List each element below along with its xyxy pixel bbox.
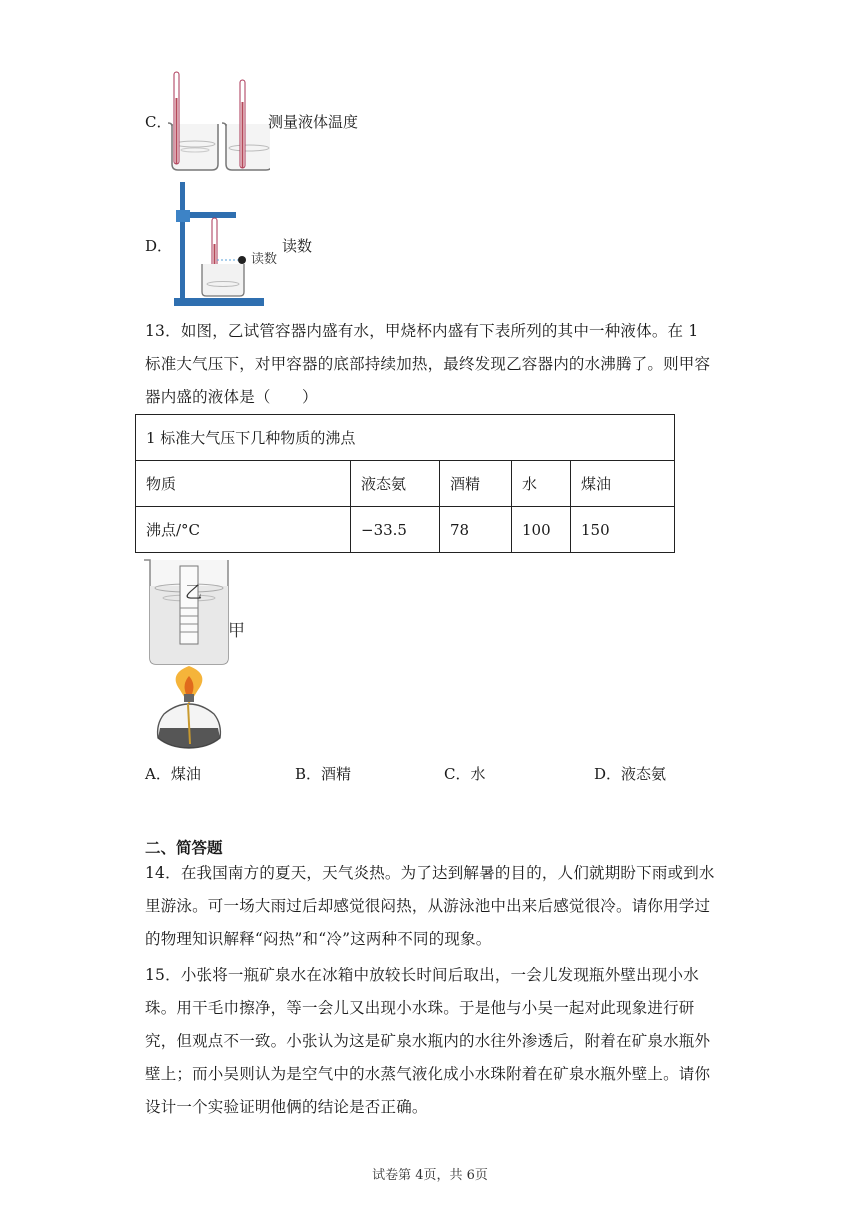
beaker-label: 甲 xyxy=(228,621,245,641)
table-cell: 物质 xyxy=(136,461,351,507)
section-title: 二、简答题 xyxy=(145,838,223,857)
option-letter: A． xyxy=(145,765,171,783)
table-cell: −33.5 xyxy=(351,507,440,553)
option-text: 水 xyxy=(470,765,486,783)
table-cell: 液态氨 xyxy=(351,461,440,507)
option-d-label: 读数 xyxy=(282,237,313,255)
thermometer-beakers-figure xyxy=(160,68,270,174)
question-15: 15．小张将一瓶矿泉水在冰箱中放较长时间后取出，一会儿发现瓶外壁出现小水珠。用干毛巾擦净，等一会儿又出现小水珠。于是他与小吴一起对此现象进行研究，但观点不一致。小张认为这是矿泉水瓶内的水往外渗透后，附着在矿泉水瓶外壁上；而小吴则认为是空气中的水蒸气液化成小水珠附着在矿泉水瓶外壁上。请你设计一个实验证明他俩的结论是否正确。 xyxy=(145,966,711,1116)
question-14: 14．在我国南方的夏天，天气炎热。为了达到解暑的目的，人们就期盼下雨或到水里游泳。可一场大雨过后却感觉很闷热，从游泳池中出来后感觉很冷。请你用学过的物理知识解释“闷热”和“冷”这两种不同的现象。 xyxy=(145,864,715,948)
answer-option-b xyxy=(295,764,351,784)
answer-option-a xyxy=(145,764,201,784)
option-letter: C． xyxy=(444,765,471,783)
option-text: 酒精 xyxy=(321,765,352,783)
option-letter: B． xyxy=(295,765,322,783)
option-c-letter: C． xyxy=(145,113,172,131)
question-13-stem: 13．如图，乙试管容器内盛有水，甲烧杯内盛有下表所列的其中一种液体。在 1 标准大气压下，对甲容器的底部持续加热，最终发现乙容器内的水沸腾了。则甲容器内盛的液体是（ ） xyxy=(145,322,711,406)
answer-option-d xyxy=(594,764,666,784)
table-header-row xyxy=(136,461,675,507)
answer-option-c xyxy=(444,764,486,784)
table-cell: 煤油 xyxy=(571,461,675,507)
table-cell: 78 xyxy=(440,507,512,553)
table-cell: 100 xyxy=(512,507,571,553)
option-c-label: 测量液体温度 xyxy=(268,113,359,131)
table-row xyxy=(136,507,675,553)
table-cell: 沸点/°C xyxy=(136,507,351,553)
tube-label: 乙 xyxy=(185,583,202,603)
table-cell: 150 xyxy=(571,507,675,553)
table-cell: 酒精 xyxy=(440,461,512,507)
page-footer: 试卷第 4页，共 6页 xyxy=(372,1168,488,1183)
option-d-letter: D． xyxy=(145,237,173,255)
iron-stand-figure xyxy=(170,180,270,310)
table-cell: 水 xyxy=(512,461,571,507)
option-letter: D． xyxy=(594,765,622,783)
eye-reading-label: 读数 xyxy=(251,252,278,267)
option-text: 煤油 xyxy=(170,765,201,783)
option-text: 液态氨 xyxy=(621,765,667,783)
table-title: 1 标准大气压下几种物质的沸点 xyxy=(136,415,675,461)
boiling-point-table xyxy=(135,414,675,553)
